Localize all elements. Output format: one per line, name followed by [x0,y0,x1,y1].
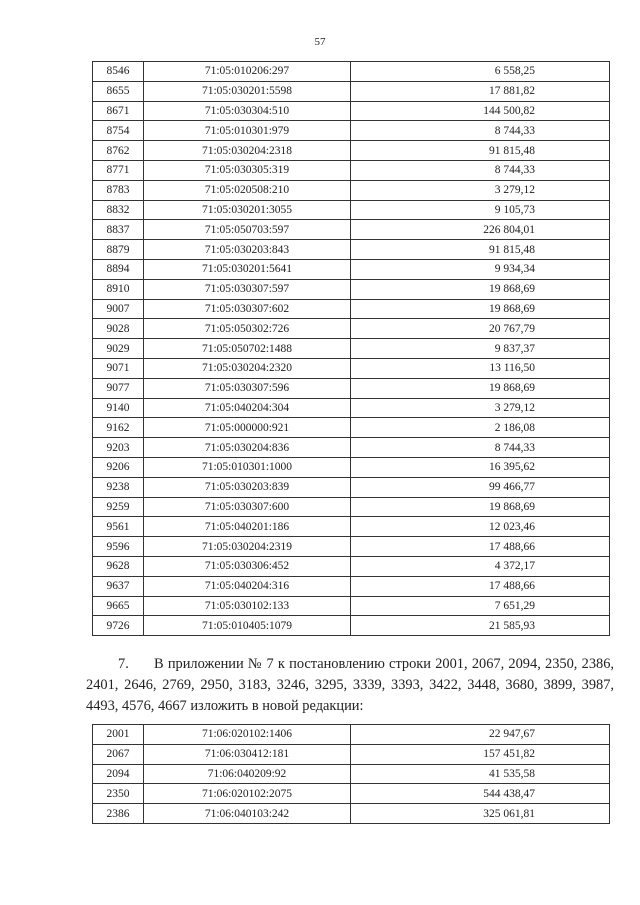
table-row [93,62,610,82]
table-row [93,180,610,200]
value-cell: 20 767,79 [351,319,610,339]
cadastral-number-cell: 71:05:030102:133 [144,596,351,616]
row-number-cell: 9071 [93,358,144,378]
value-cell: 8 744,33 [351,121,610,141]
cadastral-number-cell: 71:05:030304:510 [144,101,351,121]
cadastral-number-cell: 71:05:030307:597 [144,279,351,299]
row-number-cell: 2001 [93,725,144,745]
value-cell: 21 585,93 [351,616,610,636]
value-cell: 16 395,62 [351,457,610,477]
table-row [93,418,610,438]
row-number-cell: 9028 [93,319,144,339]
value-cell: 19 868,69 [351,279,610,299]
row-number-cell: 2350 [93,784,144,804]
table-row [93,220,610,240]
value-cell: 91 815,48 [351,240,610,260]
row-number-cell: 9203 [93,438,144,458]
table-row [93,517,610,537]
cadastral-number-cell: 71:05:030201:3055 [144,200,351,220]
table-row [93,438,610,458]
row-number-cell: 9007 [93,299,144,319]
cadastral-number-cell: 71:05:040204:316 [144,576,351,596]
value-cell: 3 279,12 [351,398,610,418]
table-row [93,457,610,477]
value-cell: 144 500,82 [351,101,610,121]
amendment-paragraph [86,654,614,717]
cadastral-number-cell: 71:05:030305:319 [144,160,351,180]
row-number-cell: 2386 [93,804,144,824]
cadastral-number-cell: 71:05:030203:839 [144,477,351,497]
row-number-cell: 9206 [93,457,144,477]
table-row [93,556,610,576]
cadastral-number-cell: 71:05:030204:836 [144,438,351,458]
row-number-cell: 8879 [93,240,144,260]
table-row [93,121,610,141]
value-cell: 8 744,33 [351,160,610,180]
cadastral-value-table [92,61,610,636]
cadastral-number-cell: 71:05:050302:726 [144,319,351,339]
table-row [93,200,610,220]
row-number-cell: 8762 [93,141,144,161]
table-row [93,616,610,636]
cadastral-number-cell: 71:05:030203:843 [144,240,351,260]
row-number-cell: 8837 [93,220,144,240]
row-number-cell: 8671 [93,101,144,121]
value-cell: 3 279,12 [351,180,610,200]
row-number-cell: 9628 [93,556,144,576]
table-row [93,299,610,319]
value-cell: 226 804,01 [351,220,610,240]
table-row [93,339,610,359]
value-cell: 2 186,08 [351,418,610,438]
row-number-cell: 9162 [93,418,144,438]
value-cell: 19 868,69 [351,299,610,319]
table-row [93,576,610,596]
cadastral-number-cell: 71:06:040103:242 [144,804,351,824]
value-cell: 12 023,46 [351,517,610,537]
cadastral-number-cell: 71:06:020102:2075 [144,784,351,804]
table-row [93,398,610,418]
table-row [93,160,610,180]
page-number: 57 [314,36,326,48]
cadastral-number-cell: 71:05:000000:921 [144,418,351,438]
row-number-cell: 8910 [93,279,144,299]
table-row [93,141,610,161]
table-row [93,81,610,101]
value-cell: 9 105,73 [351,200,610,220]
cadastral-number-cell: 71:05:040201:186 [144,517,351,537]
table-row [93,764,610,784]
value-cell: 325 061,81 [351,804,610,824]
value-cell: 17 488,66 [351,537,610,557]
value-cell: 544 438,47 [351,784,610,804]
cadastral-number-cell: 71:05:030204:2318 [144,141,351,161]
cadastral-number-cell: 71:05:030201:5641 [144,259,351,279]
row-number-cell: 8754 [93,121,144,141]
paragraph-number: 7. [118,656,129,672]
cadastral-number-cell: 71:05:010301:979 [144,121,351,141]
cadastral-number-cell: 71:05:010301:1000 [144,457,351,477]
table-row [93,378,610,398]
row-number-cell: 8832 [93,200,144,220]
cadastral-number-cell: 71:06:020102:1406 [144,725,351,745]
row-number-cell: 8655 [93,81,144,101]
amended-rows-table [92,724,610,824]
cadastral-number-cell: 71:05:010206:297 [144,62,351,82]
value-cell: 17 488,66 [351,576,610,596]
value-cell: 9 934,34 [351,259,610,279]
cadastral-number-cell: 71:05:030306:452 [144,556,351,576]
row-number-cell: 9726 [93,616,144,636]
cadastral-number-cell: 71:05:030204:2320 [144,358,351,378]
row-number-cell: 9238 [93,477,144,497]
value-cell: 99 466,77 [351,477,610,497]
row-number-cell: 9561 [93,517,144,537]
row-number-cell: 2094 [93,764,144,784]
cadastral-number-cell: 71:05:030307:602 [144,299,351,319]
cadastral-number-cell: 71:05:040204:304 [144,398,351,418]
cadastral-number-cell: 71:06:040209:92 [144,764,351,784]
table-row [93,537,610,557]
row-number-cell: 9596 [93,537,144,557]
cadastral-number-cell: 71:05:050703:597 [144,220,351,240]
table-row [93,596,610,616]
value-cell: 13 116,50 [351,358,610,378]
value-cell: 157 451,82 [351,744,610,764]
table-row [93,804,610,824]
table-row [93,259,610,279]
row-number-cell: 8783 [93,180,144,200]
row-number-cell: 8771 [93,160,144,180]
value-cell: 91 815,48 [351,141,610,161]
row-number-cell: 9140 [93,398,144,418]
cadastral-number-cell: 71:05:020508:210 [144,180,351,200]
table-row [93,725,610,745]
value-cell: 41 535,58 [351,764,610,784]
cadastral-number-cell: 71:05:030201:5598 [144,81,351,101]
row-number-cell: 9259 [93,497,144,517]
table-row [93,101,610,121]
cadastral-number-cell: 71:06:030412:181 [144,744,351,764]
table-row [93,240,610,260]
paragraph-text: В приложении № 7 к постановлению строки 2001, 2067, 2094, 2350, 2386, 2401, 2646, 2769, 2950, 3183, 3246, 3295, 3339, 3393, 3422, 3448, 3680, 3899, 3987, 4493, 4576, 4667 изложить в новой редакции: [86,656,614,714]
cadastral-number-cell: 71:05:030307:596 [144,378,351,398]
table-row [93,319,610,339]
table-row [93,497,610,517]
row-number-cell: 2067 [93,744,144,764]
value-cell: 9 837,37 [351,339,610,359]
table-row [93,744,610,764]
table-row [93,358,610,378]
row-number-cell: 9077 [93,378,144,398]
table-row [93,477,610,497]
row-number-cell: 8894 [93,259,144,279]
row-number-cell: 9029 [93,339,144,359]
value-cell: 7 651,29 [351,596,610,616]
cadastral-number-cell: 71:05:030307:600 [144,497,351,517]
row-number-cell: 9665 [93,596,144,616]
value-cell: 22 947,67 [351,725,610,745]
value-cell: 4 372,17 [351,556,610,576]
value-cell: 6 558,25 [351,62,610,82]
value-cell: 19 868,69 [351,378,610,398]
value-cell: 8 744,33 [351,438,610,458]
cadastral-number-cell: 71:05:050702:1488 [144,339,351,359]
value-cell: 17 881,82 [351,81,610,101]
cadastral-number-cell: 71:05:010405:1079 [144,616,351,636]
cadastral-number-cell: 71:05:030204:2319 [144,537,351,557]
row-number-cell: 8546 [93,62,144,82]
value-cell: 19 868,69 [351,497,610,517]
table-row [93,279,610,299]
row-number-cell: 9637 [93,576,144,596]
table-row [93,784,610,804]
